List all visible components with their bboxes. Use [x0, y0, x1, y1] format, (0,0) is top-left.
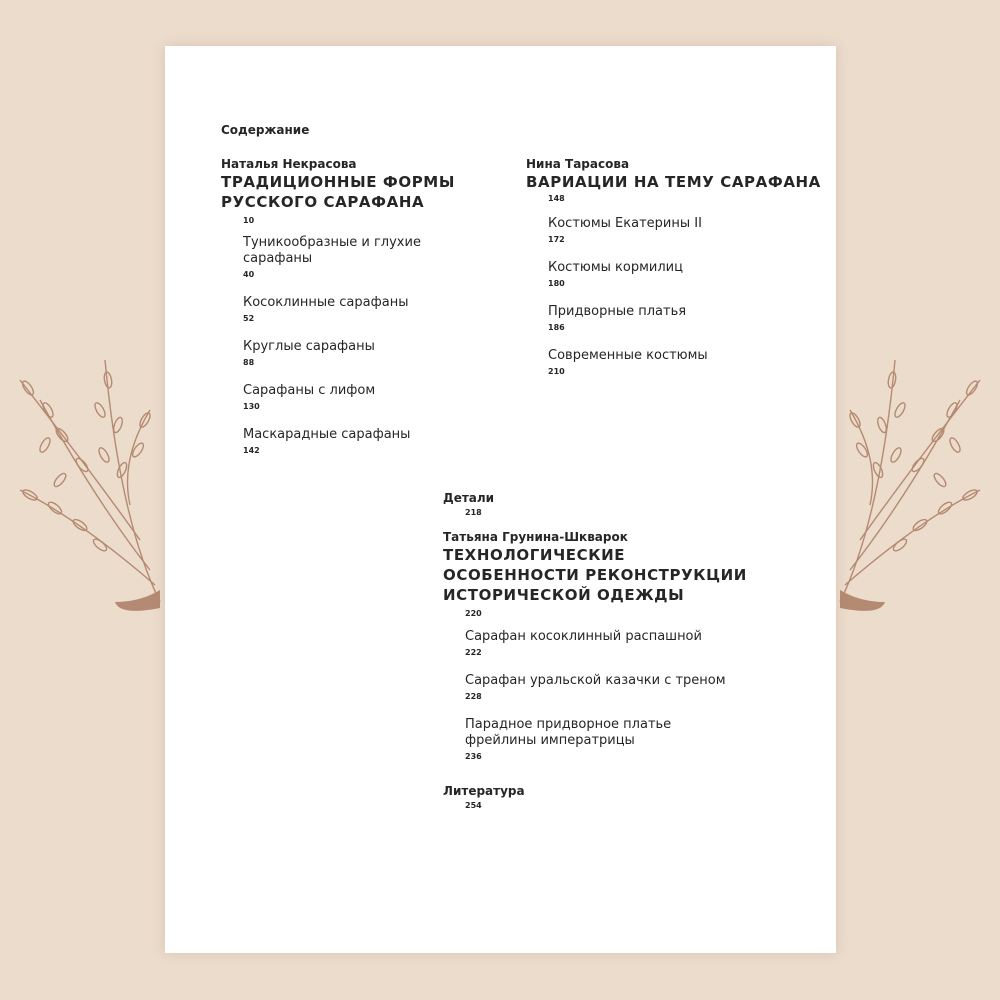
- details-section: [443, 491, 494, 518]
- toc-item[interactable]: [465, 673, 773, 689]
- toc-item-page: 236: [465, 752, 482, 761]
- toc-item-label: Косоклинные сарафаны: [243, 295, 409, 310]
- part-1-title: [221, 172, 501, 212]
- part-3-title-line: ИСТОРИЧЕСКОЙ ОДЕЖДЫ: [443, 586, 685, 604]
- literature-section: [443, 784, 525, 811]
- toc-item-label: Современные костюмы: [548, 348, 708, 363]
- toc-item-page: 40: [243, 270, 255, 279]
- willow-branch-icon: [0, 340, 170, 620]
- part-1-title-line: РУССКОГО САРАФАНА: [221, 193, 425, 211]
- toc-item-page: 142: [243, 446, 260, 455]
- toc-item[interactable]: [243, 339, 501, 355]
- part-2-author: Нина Тарасова: [526, 157, 630, 171]
- toc-item[interactable]: [465, 629, 773, 645]
- toc-item-page: 88: [243, 358, 255, 367]
- toc-item-label: Маскарадные сарафаны: [243, 427, 411, 442]
- toc-item-page: 180: [548, 279, 565, 288]
- toc-item-page: 172: [548, 235, 565, 244]
- willow-branch-icon: [830, 340, 1000, 620]
- part-2-title-line: ВАРИАЦИИ НА ТЕМУ САРАФАНА: [526, 173, 821, 191]
- toc-item[interactable]: [243, 383, 501, 399]
- toc-item-page: 186: [548, 323, 565, 332]
- toc-item-label: Туникообразные и глухие: [243, 235, 421, 250]
- part-2-page-number: 148: [548, 194, 565, 203]
- details-page-number: 218: [465, 508, 482, 517]
- toc-item-label: Парадное придворное платье: [465, 717, 672, 732]
- toc-item[interactable]: [548, 348, 826, 364]
- toc-item[interactable]: [548, 216, 826, 232]
- toc-item-label: фрейлины императрицы: [465, 733, 635, 748]
- toc-item[interactable]: [465, 717, 773, 749]
- toc-item-page: 210: [548, 367, 565, 376]
- part-2-title: [526, 172, 826, 192]
- toc-item[interactable]: [548, 304, 826, 320]
- toc-item-label: Придворные платья: [548, 304, 687, 319]
- part-3: [443, 530, 773, 762]
- part-3-author: Татьяна Грунина-Шкварок: [443, 530, 628, 544]
- book-page: [165, 46, 836, 953]
- toc-item-label: Сарафан косоклинный распашной: [465, 629, 702, 644]
- part-3-page-number: 220: [465, 609, 482, 618]
- toc-item-label: Костюмы кормилиц: [548, 260, 683, 275]
- toc-item-page: 222: [465, 648, 482, 657]
- literature-label[interactable]: Литература: [443, 784, 525, 798]
- part-3-title-line: ТЕХНОЛОГИЧЕСКИЕ: [443, 546, 626, 564]
- toc-item-page: 228: [465, 692, 482, 701]
- toc-item-label: Круглые сарафаны: [243, 339, 375, 354]
- toc-item[interactable]: [243, 427, 501, 443]
- part-3-title-line: ОСОБЕННОСТИ РЕКОНСТРУКЦИИ: [443, 566, 747, 584]
- part-1: [221, 157, 501, 456]
- toc-item-label: Сарафаны с лифом: [243, 383, 376, 398]
- part-1-page-number: 10: [243, 216, 255, 225]
- toc-item[interactable]: [243, 295, 501, 311]
- details-label[interactable]: Детали: [443, 491, 495, 505]
- toc-item-page: 130: [243, 402, 260, 411]
- toc-item-label: Сарафан уральской казачки с треном: [465, 673, 726, 688]
- part-1-author: Наталья Некрасова: [221, 157, 357, 171]
- toc-item[interactable]: [548, 260, 826, 276]
- contents-heading: Содержание: [221, 123, 310, 137]
- toc-item-label: сарафаны: [243, 251, 313, 266]
- toc-item-page: 52: [243, 314, 255, 323]
- toc-item[interactable]: [243, 235, 501, 267]
- part-2: [526, 157, 826, 377]
- toc-item-label: Костюмы Екатерины II: [548, 216, 702, 231]
- part-3-title: [443, 545, 773, 605]
- part-1-title-line: ТРАДИЦИОННЫЕ ФОРМЫ: [221, 173, 455, 191]
- literature-page-number: 254: [465, 801, 482, 810]
